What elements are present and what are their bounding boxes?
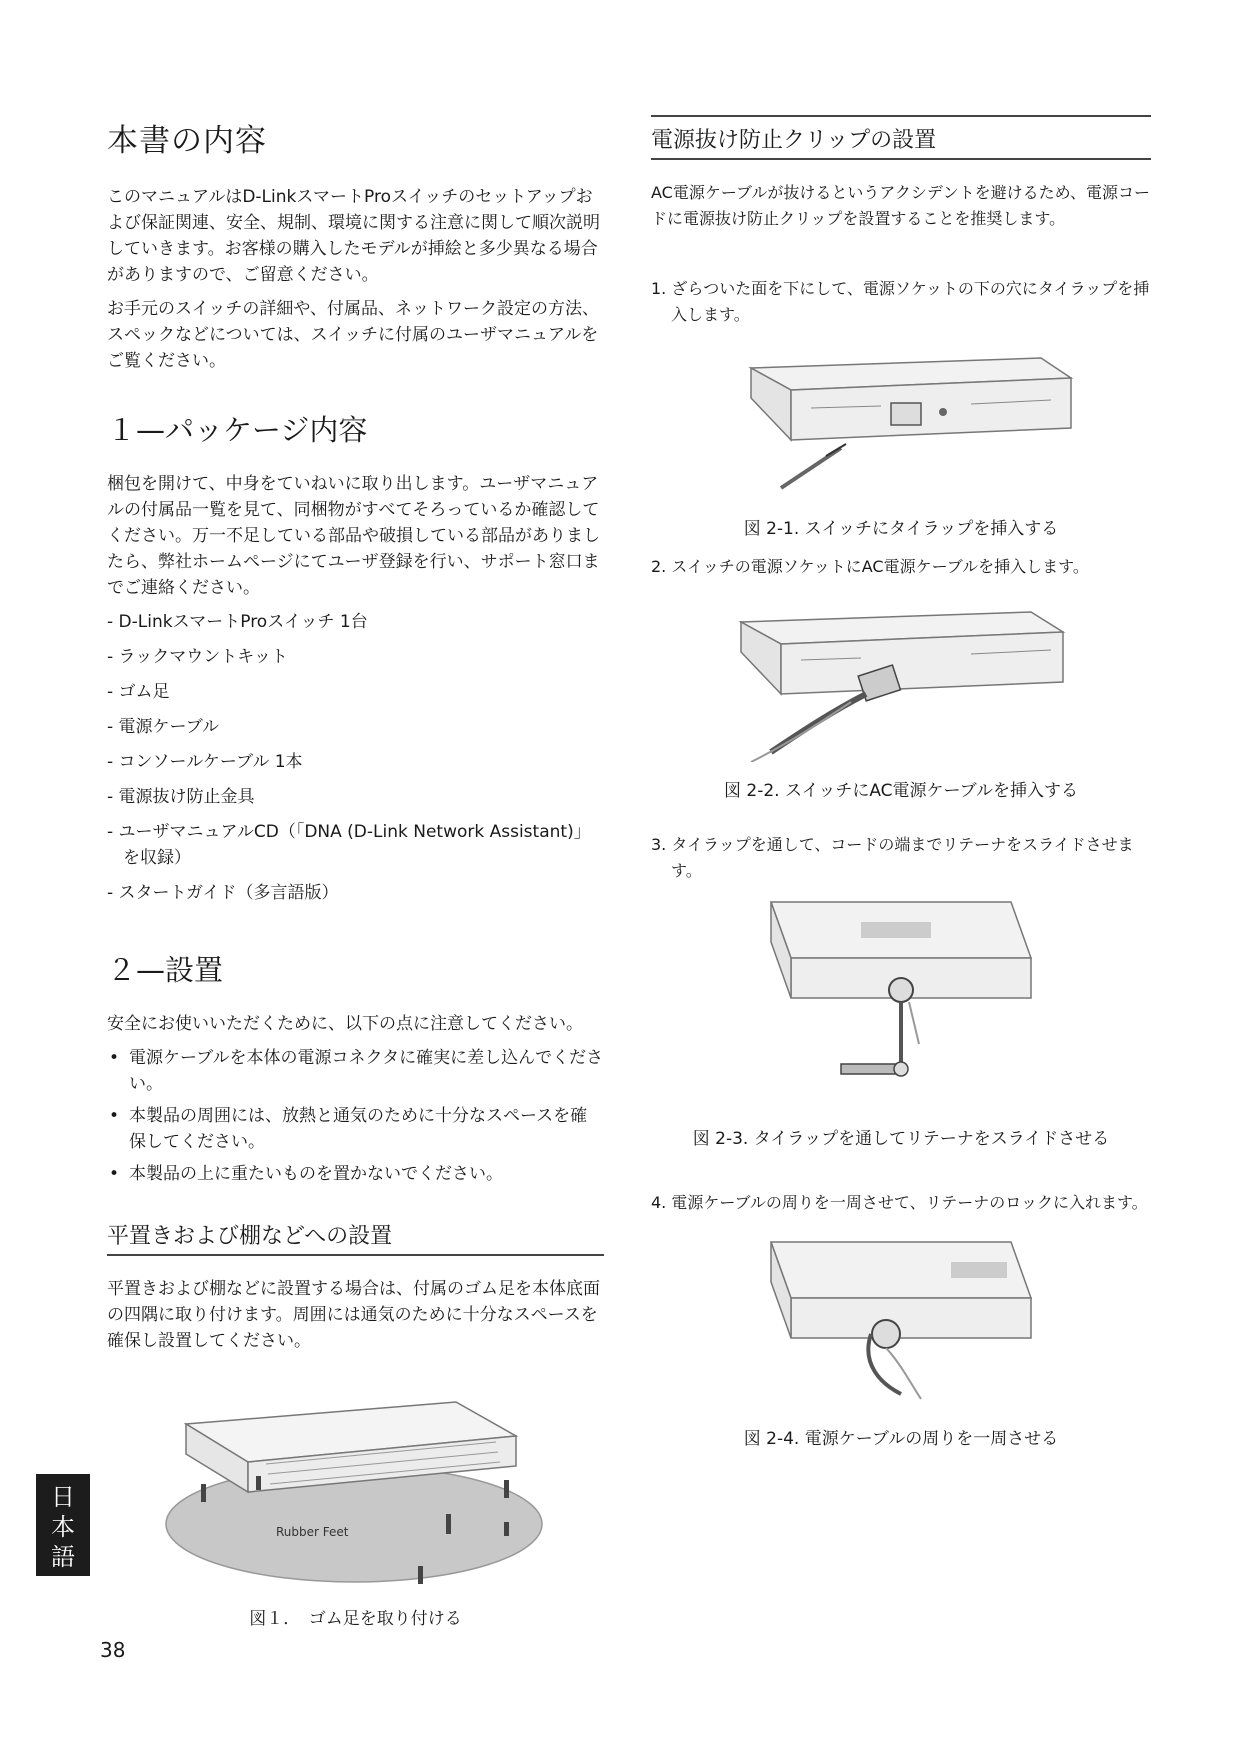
- subsection-title: 平置きおよび棚などへの設置: [107, 1219, 604, 1256]
- figure-2-1: [711, 348, 1091, 498]
- section-package-title: １—パッケージ内容: [107, 413, 368, 447]
- figure-2-1-caption: 図 2-1. スイッチにタイラップを挿入する: [743, 519, 1059, 539]
- intro-paragraph-1: このマニュアルはD-LinkスマートProスイッチのセットアップおよび保証関連、安全、規制、環境に関する注意に関して順次説明していきます。お客様の購入したモデルが挿絵と多少異なる場合がありますので、ご留意ください。: [107, 187, 600, 285]
- package-list: [107, 609, 604, 906]
- list-item: - D-LinkスマートProスイッチ 1台: [107, 612, 368, 632]
- left-column: [107, 115, 604, 1632]
- step-2: 2. スイッチの電源ソケットにAC電源ケーブルを挿入します。: [651, 557, 1089, 576]
- list-item: • 本製品の周囲には、放熱と通気のために十分なスペースを確保してください。: [107, 1103, 604, 1155]
- list-item: - 電源ケーブル: [107, 717, 220, 737]
- list-item: • 本製品の上に重たいものを置かないでください。: [107, 1161, 604, 1187]
- section-install-title: ２—設置: [107, 953, 224, 987]
- language-tab-char: 語: [51, 1543, 75, 1571]
- list-item: - ゴム足: [107, 682, 170, 702]
- figure-2-3-caption: 図 2-3. タイラップを通してリテーナをスライドさせる: [692, 1129, 1110, 1149]
- list-item: - ユーザマニュアルCD（「DNA (D-Link Network Assistant)」を収録）: [107, 822, 591, 868]
- list-item: • 電源ケーブルを本体の電源コネクタに確実に差し込んでください。: [107, 1045, 604, 1097]
- page-number: 38: [100, 1638, 126, 1662]
- list-item: - 電源抜け防止金具: [107, 787, 255, 807]
- figure-2-2: [711, 602, 1091, 762]
- intro-paragraph-2: お手元のスイッチの詳細や、付属品、ネットワーク設定の方法、スペックなどについては、スイッチに付属のユーザマニュアルをご覧ください。: [107, 299, 599, 371]
- clip-section-title: 電源抜け防止クリップの設置: [651, 115, 1151, 160]
- page-title: 本書の内容: [107, 123, 267, 159]
- figure-2-3: [751, 894, 1051, 1104]
- subsection-paragraph: 平置きおよび棚などに設置する場合は、付属のゴム足を本体底面の四隅に取り付けます。周囲には通気のために十分なスペースを確保し設置してください。: [107, 1279, 600, 1351]
- figure-1-caption: 図１． ゴム足を取り付ける: [249, 1609, 462, 1629]
- figure-2-4-caption: 図 2-4. 電源ケーブルの周りを一周させる: [743, 1429, 1059, 1449]
- step-1: 1. ざらついた面を下にして、電源ソケットの下の穴にタイラップを挿入します。: [651, 279, 1150, 324]
- step-3: 3. タイラップを通して、コードの端までリテーナをスライドさせます。: [651, 835, 1134, 880]
- rubber-feet-label: Rubber Feet: [275, 1525, 348, 1539]
- rubber-feet-figure: [156, 1384, 556, 1594]
- figure-2-2-caption: 図 2-2. スイッチにAC電源ケーブルを挿入する: [724, 781, 1078, 801]
- language-tab: [36, 1474, 90, 1576]
- list-item: - ラックマウントキット: [107, 647, 288, 667]
- figure-2-4: [751, 1234, 1051, 1414]
- list-item: - スタートガイド（多言語版）: [107, 883, 339, 903]
- package-paragraph: 梱包を開けて、中身をていねいに取り出します。ユーザマニュアルの付属品一覧を見て、同梱物がすべてそろっているか確認してください。万一不足している部品や破損している部品がありましたら、弊社ホームページにてユーザ登録を行い、サポート窓口までご連絡ください。: [107, 474, 600, 598]
- safety-list: [107, 1045, 604, 1187]
- language-tab-char: 日: [51, 1483, 75, 1511]
- list-item: - コンソールケーブル 1本: [107, 752, 303, 772]
- step-4: 4. 電源ケーブルの周りを一周させて、リテーナのロックに入れます。: [651, 1193, 1148, 1212]
- clip-intro: AC電源ケーブルが抜けるというアクシデントを避けるため、電源コードに電源抜け防止クリップを設置することを推奨します。: [651, 183, 1150, 228]
- install-paragraph: 安全にお使いいただくために、以下の点に注意してください。: [107, 1014, 583, 1034]
- right-column: [651, 115, 1151, 1452]
- language-tab-char: 本: [51, 1513, 75, 1541]
